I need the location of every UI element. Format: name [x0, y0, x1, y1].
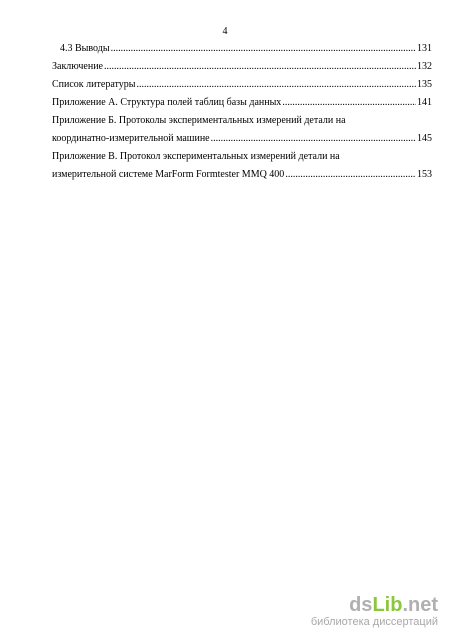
- toc-entry-title: координатно-измерительной машине: [52, 133, 210, 144]
- page-number: 4: [222, 26, 228, 37]
- toc-entry-page: 131: [417, 43, 432, 54]
- toc-entry-title-line1: Приложение Б. Протоколы экспериментальных измерений детали на: [52, 115, 346, 126]
- toc-entry: [52, 40, 432, 58]
- toc-leader-dots: [285, 166, 416, 184]
- toc-entry-title: измерительной системе MarForm Formtester MMQ 400: [52, 169, 285, 180]
- toc-leader-dots: [136, 76, 416, 94]
- toc-leader-dots: [111, 40, 416, 58]
- watermark-logo: [278, 594, 438, 616]
- toc-leader-dots: [211, 130, 416, 148]
- watermark-logo-net: .net: [402, 594, 438, 616]
- watermark: [278, 594, 438, 629]
- toc-entry: [52, 166, 432, 184]
- toc-entry: [52, 58, 432, 76]
- toc-entry-page: 141: [417, 97, 432, 108]
- toc-entry-page: 132: [417, 61, 432, 72]
- toc-entry-page: 145: [417, 133, 432, 144]
- watermark-logo-lib: Lib: [372, 594, 403, 616]
- toc-entry-page: 135: [417, 79, 432, 90]
- toc-entry-title: 4.3 Выводы: [60, 43, 110, 54]
- toc-entry: [52, 94, 432, 112]
- watermark-tagline: библиотека диссертаций: [310, 616, 438, 628]
- toc-leader-dots: [282, 94, 416, 112]
- table-of-contents: [52, 40, 432, 184]
- toc-entry-page: 153: [417, 169, 432, 180]
- toc-leader-dots: [104, 58, 416, 76]
- watermark-logo-ds: ds: [349, 594, 373, 616]
- toc-entry-title: Заключение: [52, 61, 103, 72]
- toc-entry-title: Список литературы: [52, 79, 136, 90]
- toc-entry: [52, 130, 432, 148]
- toc-entry-title-line1: Приложение В. Протокол экспериментальных измерений детали на: [52, 151, 340, 162]
- toc-entry: [52, 76, 432, 94]
- toc-entry-title: Приложение А. Структура полей таблиц базы данных: [52, 97, 282, 108]
